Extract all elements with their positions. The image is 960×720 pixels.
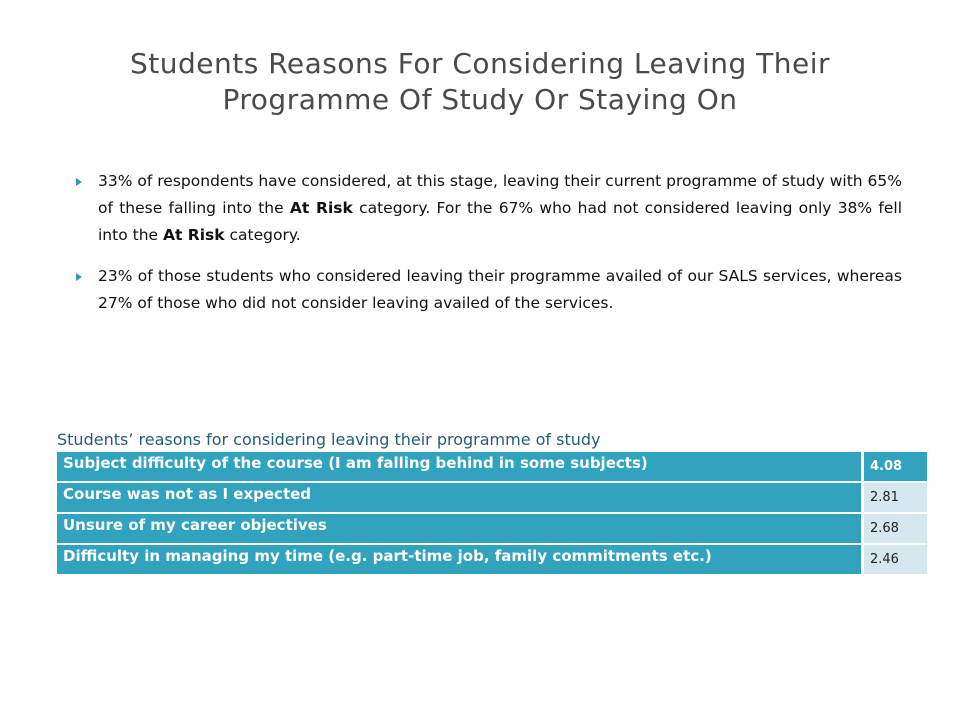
bullet-text-part: category. For the 67% who had not considered leaving only 38% fell into the (98, 199, 903, 244)
slide-title-line-2: Programme Of Study Or Staying On (222, 83, 738, 116)
score-cell: 2.81 (863, 482, 928, 513)
table-row (57, 452, 927, 482)
table-row (57, 513, 927, 544)
bullet-text-part: 33% of respondents have considered, at this stage, leaving their current programme of study with 65% of these falling into the (98, 172, 902, 217)
bullet-item (76, 168, 902, 249)
at-risk-emphasis: At Risk (289, 199, 353, 217)
reasons-table (57, 452, 927, 576)
reason-cell: Unsure of my career objectives (57, 513, 863, 544)
slide-title-line-1: Students Reasons For Considering Leaving Their (129, 47, 831, 80)
score-cell: 2.68 (863, 513, 928, 544)
triangle-bullet-icon (76, 168, 88, 195)
score-cell: 4.08 (863, 452, 928, 482)
reason-cell: Difficulty in managing my time (e.g. part-time job, family commitments etc.) (57, 544, 863, 575)
score-cell: 2.46 (863, 544, 928, 575)
table-row (57, 482, 927, 513)
bullet-item (76, 263, 902, 317)
slide-title (60, 46, 900, 118)
bullet-text-part: category. (224, 226, 301, 244)
table-row (57, 544, 927, 575)
reason-cell: Subject difficulty of the course (I am falling behind in some subjects) (57, 452, 863, 482)
bullet-text: 23% of those students who considered leaving their programme availed of our SALS services, whereas 27% of those who did not consider leaving availed of the services. (98, 267, 902, 312)
table-caption: Students’ reasons for considering leaving their programme of study (57, 430, 601, 449)
triangle-bullet-icon (76, 263, 88, 290)
reason-cell: Course was not as I expected (57, 482, 863, 513)
at-risk-emphasis: At Risk (162, 226, 225, 244)
bullet-list (76, 168, 902, 331)
